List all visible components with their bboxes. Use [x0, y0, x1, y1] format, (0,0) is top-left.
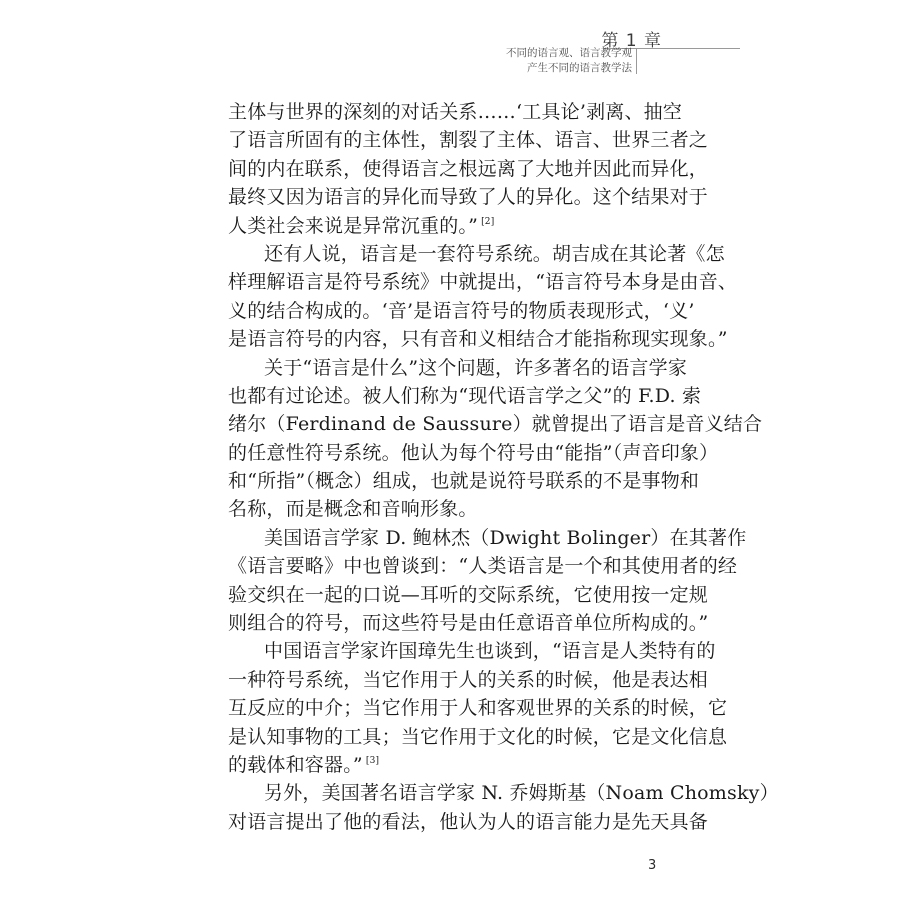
text-line — [228, 155, 709, 183]
line-text: 则组合的符号，而这些符号是由任意语音单位所构成的。” — [228, 612, 709, 635]
line-text: 也都有过论述。被人们称为“现代语言学之父”的 F.D. 索 — [228, 384, 702, 407]
text-line — [228, 439, 719, 467]
text-line — [228, 524, 747, 552]
text-line — [228, 751, 668, 779]
paragraph — [228, 98, 709, 240]
text-line — [228, 183, 709, 211]
line-text: 关于“语言是什么”这个问题，许多著名的语言学家 — [264, 356, 688, 379]
line-text: 美国语言学家 D. 鲍林杰（Dwight Bolinger）在其著作 — [264, 526, 747, 549]
line-text: 最终又因为语言的异化而导致了人的异化。这个结果对于 — [228, 186, 709, 209]
text-line — [228, 637, 716, 665]
line-text: 间的内在联系，使得语言之根远离了大地并因此而异化， — [228, 157, 709, 180]
line-text: 互反应的中介；当它作用于人和客观世界的关系的时候，它 — [228, 697, 728, 720]
line-text: 和“所指”（概念）组成，也就是说符号联系的不是事物和 — [228, 470, 700, 493]
line-text: 是认知事物的工具；当它作用于文化的时候，它是文化信息 — [228, 725, 728, 748]
footnote-ref[interactable]: [3] — [362, 755, 380, 766]
text-line — [228, 382, 702, 410]
line-text: 绪尔（Ferdinand de Saussure）就曾提出了语言是音义结合 — [228, 413, 763, 436]
line-text: 对语言提出了他的看法，他认为人的语言能力是先天具备 — [228, 810, 709, 833]
line-text: 中国语言学家许国璋先生也谈到，“语言是人类特有的 — [264, 640, 716, 663]
text-line — [228, 410, 763, 438]
text-line — [228, 581, 709, 609]
line-text: 名称，而是概念和音响形象。 — [228, 498, 478, 521]
text-line — [228, 325, 728, 353]
text-line — [228, 609, 709, 637]
text-line — [228, 694, 728, 722]
line-text: 人类社会来说是异常沉重的。” — [228, 214, 479, 237]
line-text: 了语言所固有的主体性，割裂了主体、语言、世界三者之 — [228, 129, 709, 152]
text-line — [228, 495, 668, 523]
chapter-label: 第 1 章 — [601, 31, 662, 51]
line-text: 主体与世界的深刻的对话关系……‘工具论’剥离、抽空 — [228, 101, 683, 123]
line-text: 一种符号系统，当它作用于人的关系的时候，他是表达相 — [228, 668, 709, 691]
page-number: 3 — [648, 858, 657, 873]
header-tick — [636, 48, 637, 74]
line-text: 的载体和容器。” — [228, 753, 363, 776]
line-text: 样理解语言是符号系统》中就提出，“语言符号本身是由音、 — [228, 271, 738, 294]
text-line — [228, 268, 738, 296]
text-line — [228, 779, 779, 807]
footnote-ref[interactable]: [2] — [478, 216, 495, 227]
chapter-subtitle-line2: 产生不同的语言教学法 — [527, 62, 632, 74]
text-line — [228, 808, 709, 836]
line-text: 是语言符号的内容，只有音和义相结合才能指称现实现象。” — [228, 328, 728, 351]
line-text: 还有人说，语言是一套符号系统。胡吉成在其论著《怎 — [264, 242, 725, 265]
text-line — [228, 126, 709, 154]
text-line — [228, 98, 683, 126]
text-line — [228, 552, 738, 580]
paragraph — [228, 524, 747, 638]
paragraph — [228, 779, 779, 836]
chapter-subtitle-line1: 不同的语言观、语言教学观 — [506, 47, 632, 59]
text-line — [228, 297, 695, 325]
text-line — [228, 666, 709, 694]
paragraph — [228, 354, 763, 524]
line-text: 《语言要略》中也曾谈到：“人类语言是一个和其使用者的经 — [228, 555, 738, 578]
body-text — [228, 98, 779, 836]
line-text: 义的结合构成的。‘音’是语言符号的物质表现形式，‘义’ — [228, 299, 695, 322]
paragraph — [228, 240, 738, 354]
chapter-subtitle — [506, 46, 632, 76]
text-line — [228, 354, 688, 382]
text-line — [228, 240, 725, 268]
text-line — [228, 467, 700, 495]
text-line — [228, 723, 728, 751]
line-text: 验交织在一起的口说—耳听的交际系统，它使用按一定规 — [228, 583, 709, 606]
line-text: 的任意性符号系统。他认为每个符号由“能指”（声音印象） — [228, 441, 719, 464]
text-line — [228, 212, 668, 240]
paragraph — [228, 637, 728, 779]
line-text: 另外，美国著名语言学家 N. 乔姆斯基（Noam Chomsky） — [264, 782, 779, 805]
